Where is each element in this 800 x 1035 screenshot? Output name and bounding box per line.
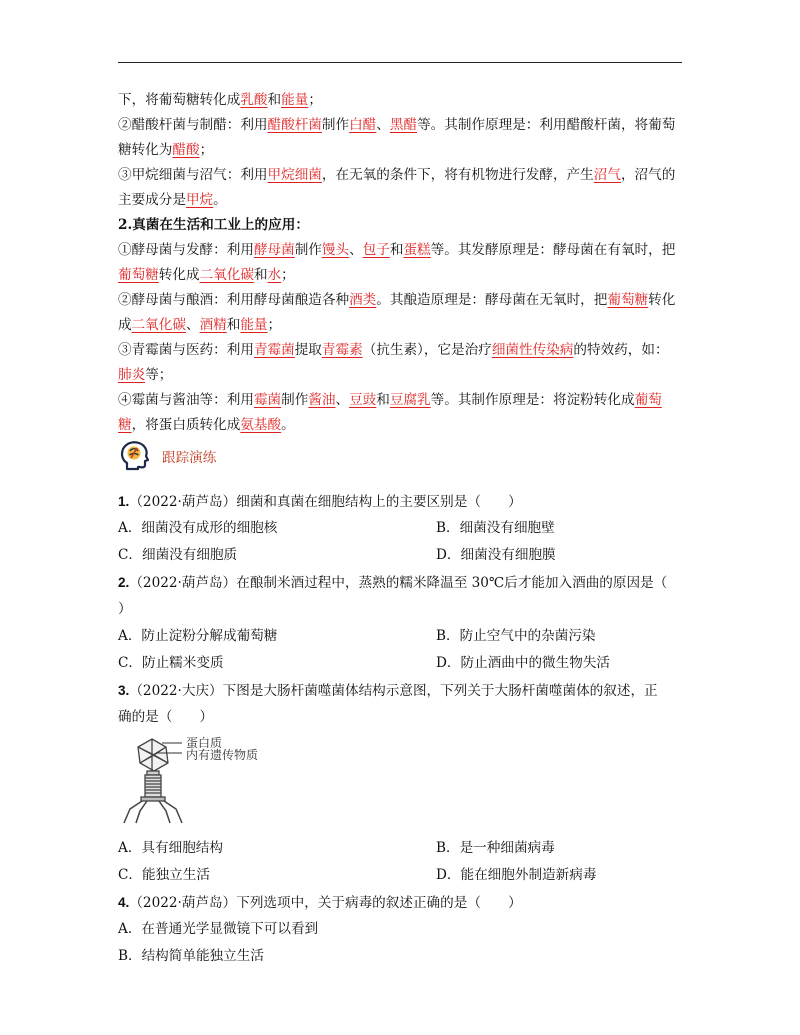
option-d[interactable]: D．能在细胞外制造新病毒 bbox=[436, 867, 597, 883]
option-b[interactable]: B．细菌没有细胞壁 bbox=[436, 520, 555, 536]
key-term: 青霉菌 bbox=[253, 342, 295, 358]
option-row bbox=[118, 515, 684, 542]
label-protein: 蛋白质 bbox=[186, 736, 223, 750]
option-row bbox=[118, 862, 684, 889]
option-b[interactable]: B．是一种细菌病毒 bbox=[436, 840, 555, 856]
key-term: 乳酸 bbox=[240, 92, 268, 108]
option-row bbox=[118, 542, 684, 569]
note-line: ②酵母菌与酿酒：利用酵母菌酿造各种酒类。其酿造原理是：酵母菌在无氧时，把葡萄糖转化 bbox=[118, 292, 676, 308]
note-line: ②醋酸杆菌与制醋：利用醋酸杆菌制作白醋、黑醋等。其制作原理是：利用醋酸杆菌，将葡萄 bbox=[118, 117, 676, 133]
option-d[interactable]: D．细菌没有细胞膜 bbox=[436, 547, 556, 563]
key-term: 霉菌 bbox=[253, 392, 282, 408]
key-term: 肺炎 bbox=[118, 367, 146, 383]
key-term: 酱油 bbox=[308, 392, 336, 408]
option-b[interactable]: B．防止空气中的杂菌污染 bbox=[436, 628, 596, 644]
question-2: 2.（2022·葫芦岛）在酿制米酒过程中，蒸熟的糯米降温至 30℃后才能加入酒曲的原因是（ bbox=[118, 575, 668, 591]
key-term: 葡萄糖 bbox=[607, 292, 649, 308]
option-c[interactable]: C．细菌没有细胞质 bbox=[118, 547, 238, 563]
option-a[interactable]: A．在普通光学显微镜下可以看到 bbox=[118, 921, 319, 937]
subheading: 2.真菌在生活和工业上的应用： bbox=[118, 217, 309, 233]
note-line: ④霉菌与酱油等：利用霉菌制作酱油、豆豉和豆腐乳等。其制作原理是：将淀粉转化成葡萄 bbox=[118, 392, 662, 408]
section-header bbox=[118, 434, 684, 478]
phage-svg bbox=[118, 735, 328, 827]
option-row bbox=[118, 650, 684, 677]
option-b[interactable]: B．结构简单能独立生活 bbox=[118, 948, 264, 964]
option-c[interactable]: C．防止糯米变质 bbox=[118, 655, 224, 671]
key-term: 馒头 bbox=[321, 242, 350, 258]
brain-head-icon bbox=[118, 439, 152, 473]
key-term: 二氧化碳 bbox=[199, 267, 254, 283]
question-3-cont: 确的是（ ） bbox=[118, 709, 214, 725]
key-term: 氨基酸 bbox=[240, 417, 282, 433]
note-line: 肺炎等； bbox=[118, 367, 173, 383]
key-term: 酒精 bbox=[199, 317, 227, 333]
key-term: 青霉素 bbox=[321, 342, 363, 358]
key-term: 蛋糕 bbox=[403, 242, 431, 258]
note-line: 糖转化为醋酸； bbox=[118, 142, 214, 158]
question-2-cont: ） bbox=[118, 601, 132, 617]
note-line: 下，将葡萄糖转化成乳酸和能量； bbox=[118, 92, 322, 108]
key-term: 沼气 bbox=[593, 167, 621, 183]
key-term: 豆腐乳 bbox=[389, 392, 431, 408]
key-term: 甲烷 bbox=[185, 192, 214, 208]
key-term: 糖 bbox=[118, 417, 132, 433]
key-term: 豆豉 bbox=[349, 392, 377, 408]
question-4: 4.（2022·葫芦岛）下列选项中，关于病毒的叙述正确的是（ ） bbox=[118, 895, 522, 911]
note-line: 糖，将蛋白质转化成氨基酸。 bbox=[118, 417, 295, 433]
option-a[interactable]: A．防止淀粉分解成葡萄糖 bbox=[118, 628, 278, 644]
key-term: 细菌性传染病 bbox=[491, 342, 574, 358]
page-content bbox=[118, 88, 684, 970]
key-term: 水 bbox=[267, 267, 282, 283]
key-term: 白醋 bbox=[349, 117, 377, 133]
key-term: 二氧化碳 bbox=[131, 317, 186, 333]
key-term: 酵母菌 bbox=[253, 242, 295, 258]
key-term: 黑醋 bbox=[389, 117, 418, 133]
header-rule bbox=[118, 62, 682, 63]
key-term: 葡萄糖 bbox=[118, 267, 159, 283]
option-row bbox=[118, 835, 684, 862]
option-d[interactable]: D．防止酒曲中的微生物失活 bbox=[436, 655, 611, 671]
note-line: 葡萄糖转化成二氧化碳和水； bbox=[118, 267, 295, 283]
note-line: 主要成分是甲烷。 bbox=[118, 192, 227, 208]
key-term: 醋酸杆菌 bbox=[267, 117, 322, 133]
option-c[interactable]: C．能独立生活 bbox=[118, 867, 210, 883]
option-a[interactable]: A．具有细胞结构 bbox=[118, 840, 223, 856]
key-term: 能量 bbox=[240, 317, 268, 333]
option-row bbox=[118, 623, 684, 650]
question-1: 1.（2022·葫芦岛）细菌和真菌在细胞结构上的主要区别是（ ） bbox=[118, 494, 522, 510]
note-line: ③青霉菌与医药：利用青霉菌提取青霉素（抗生素），它是治疗细菌性传染病的特效药，如： bbox=[118, 342, 669, 358]
phage-diagram bbox=[118, 735, 684, 827]
option-a[interactable]: A．细菌没有成形的细胞核 bbox=[118, 520, 278, 536]
key-term: 葡萄 bbox=[634, 392, 662, 408]
key-term: 醋酸 bbox=[172, 142, 200, 158]
key-term: 能量 bbox=[281, 92, 309, 108]
note-line: 成二氧化碳、酒精和能量； bbox=[118, 317, 282, 333]
key-term: 甲烷细菌 bbox=[267, 167, 322, 183]
key-term: 包子 bbox=[362, 242, 390, 258]
label-genetic-material: 内有遗传物质 bbox=[186, 748, 259, 762]
question-3: 3.（2022·大庆）下图是大肠杆菌噬菌体结构示意图，下列关于大肠杆菌噬菌体的叙述，正 bbox=[118, 683, 658, 699]
note-line: ①酵母菌与发酵：利用酵母菌制作馒头、包子和蛋糕等。其发酵原理是：酵母菌在有氧时，把 bbox=[118, 242, 676, 258]
section-title: 跟踪演练 bbox=[162, 450, 217, 466]
note-line: ③甲烷细菌与沼气：利用甲烷细菌，在无氧的条件下，将有机物进行发酵，产生沼气，沼气的 bbox=[118, 167, 676, 183]
key-term: 酒类 bbox=[349, 292, 377, 308]
